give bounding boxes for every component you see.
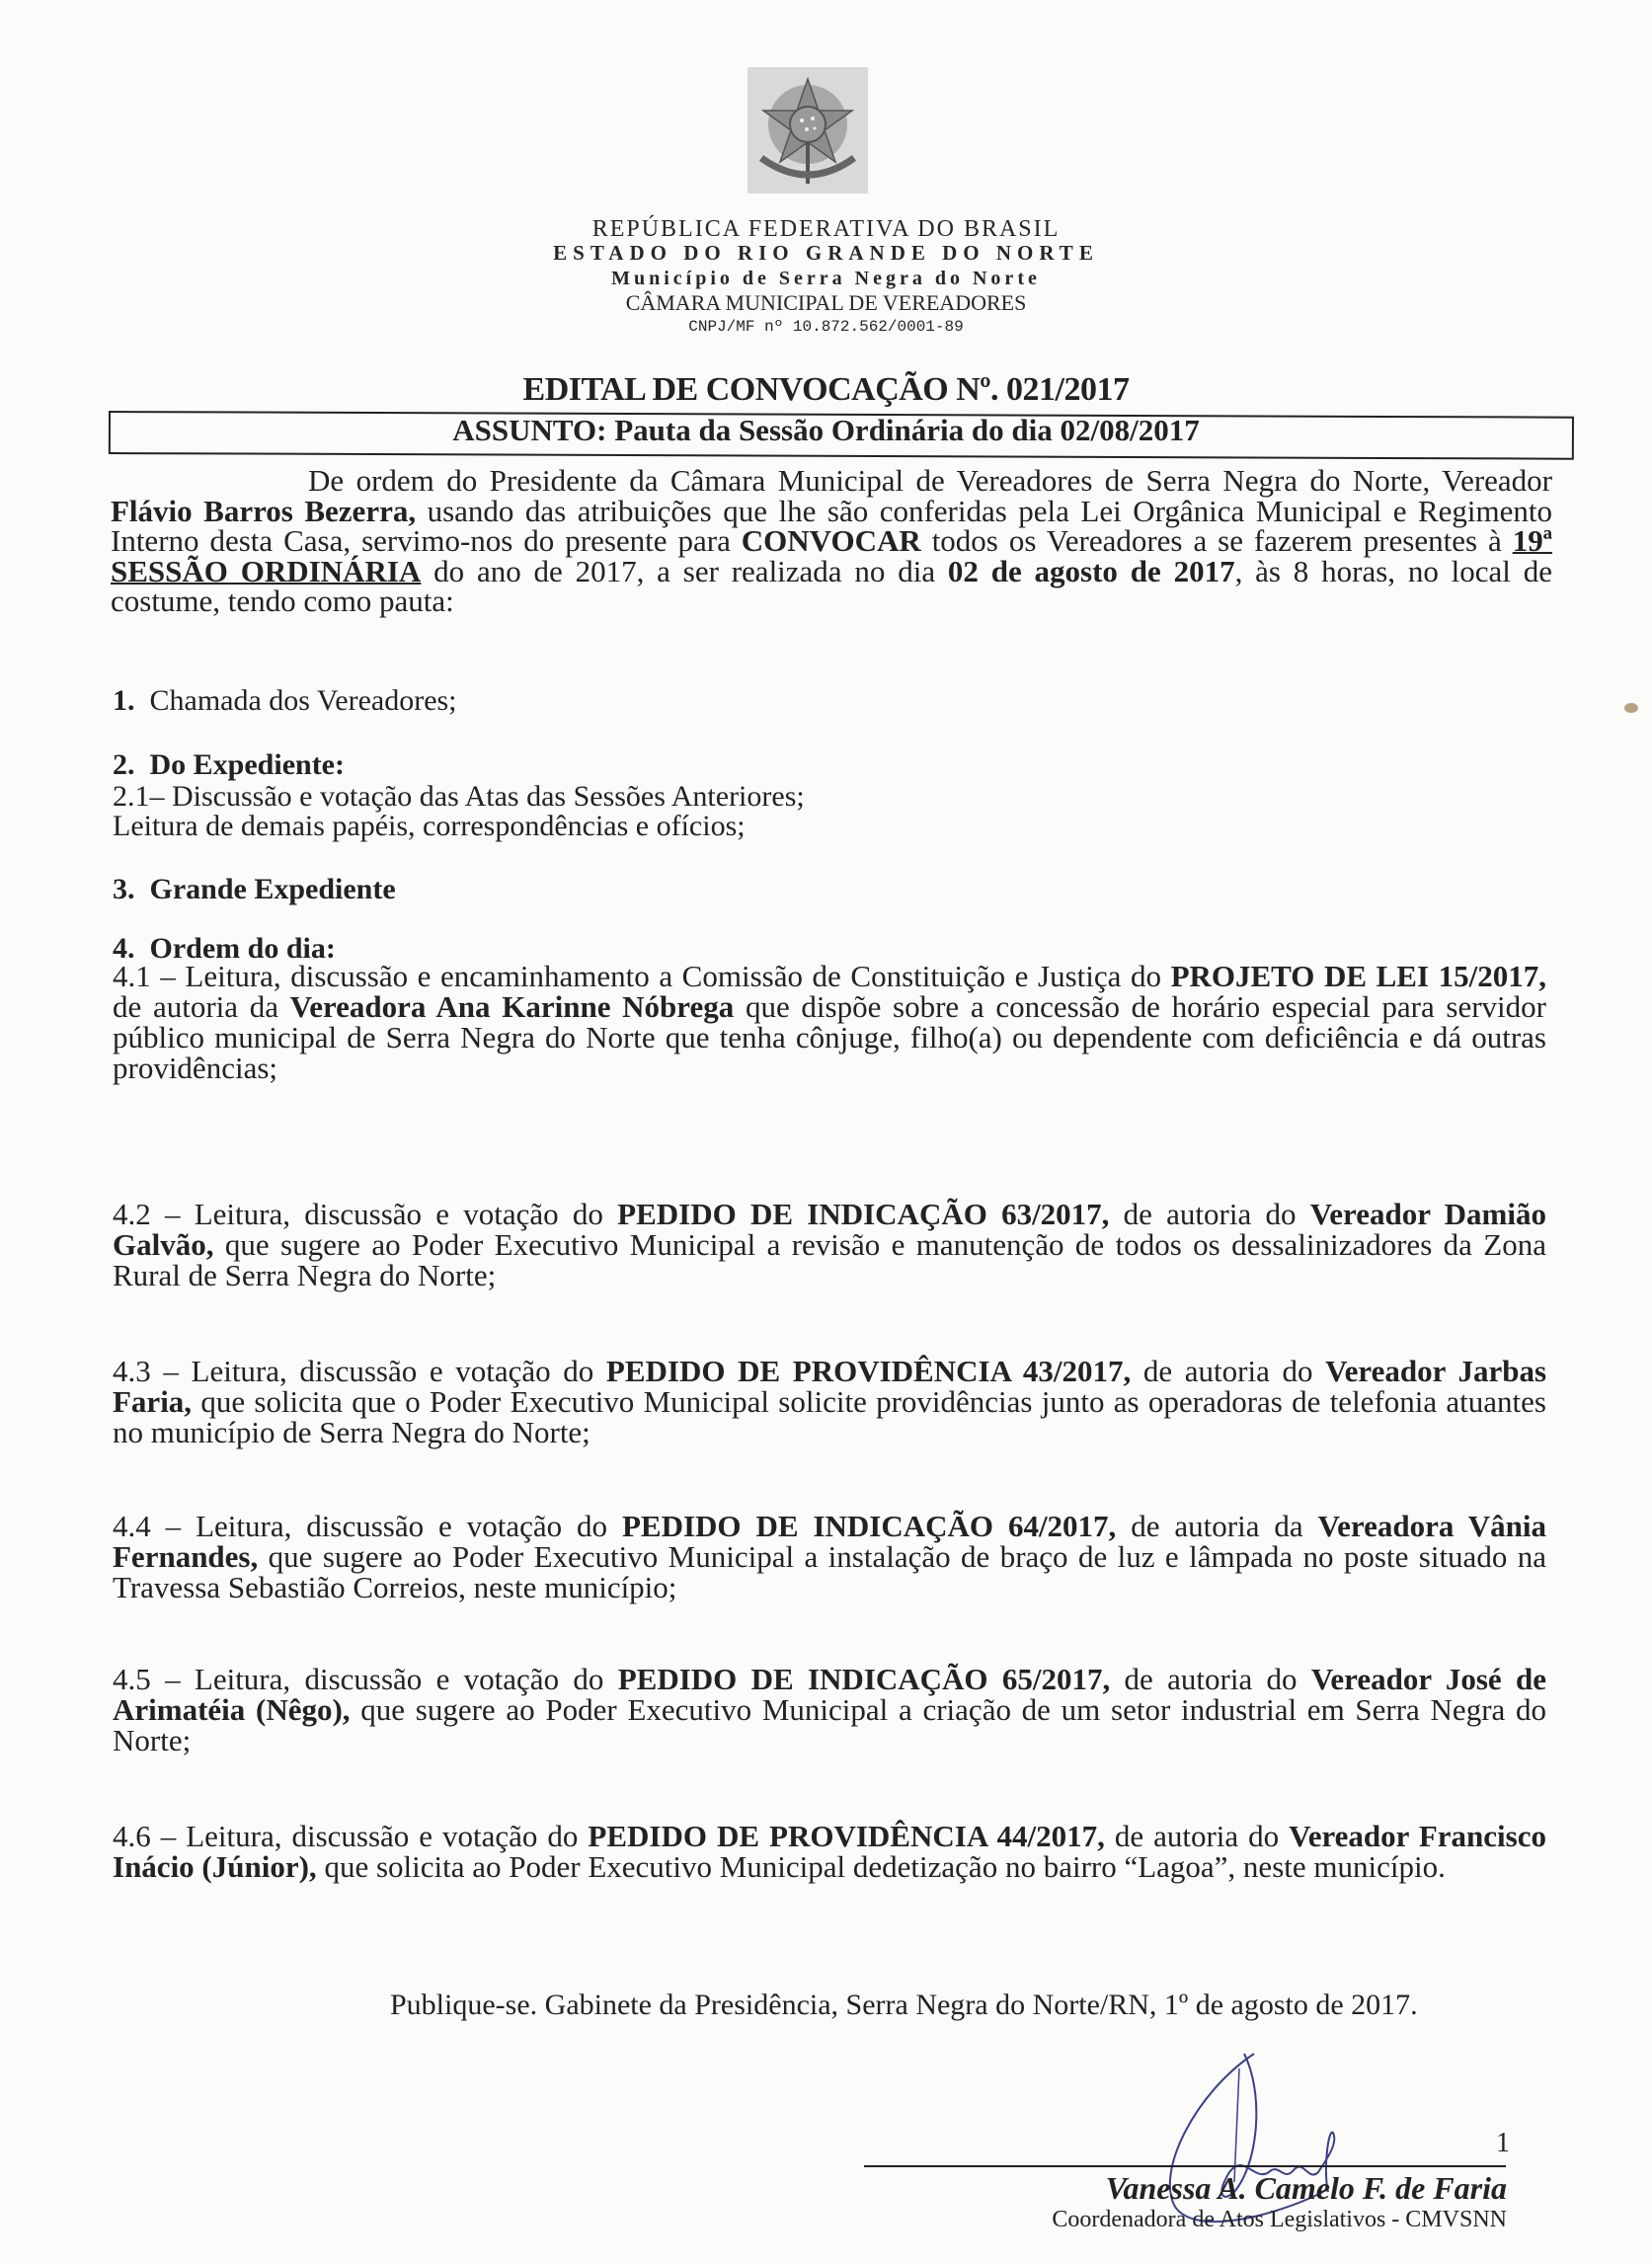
item-text: que solicita que o Poder Executivo Municipal solicite providências junto as operadoras de telefonia atuantes no município de Serra Negra do Norte; bbox=[113, 1384, 1546, 1449]
item-text: de autoria da bbox=[1116, 1509, 1318, 1543]
item-document: PEDIDO DE INDICAÇÃO 63/2017, bbox=[617, 1197, 1110, 1231]
item-author: Vereador Francisco Inácio (Júnior), bbox=[113, 1819, 1546, 1884]
item-prefix: 4.3 – Leitura, discussão e votação do bbox=[113, 1354, 606, 1388]
agenda-item-2-2: Leitura de demais papéis, correspondências e ofícios; bbox=[113, 810, 746, 842]
item-author: Vereador Jarbas Faria, bbox=[113, 1354, 1547, 1419]
item-document: PROJETO DE LEI 15/2017, bbox=[1170, 959, 1546, 993]
agenda-item-1 bbox=[113, 684, 457, 718]
header-chamber: CÂMARA MUNICIPAL DE VEREADORES bbox=[625, 290, 1027, 315]
intro-paragraph bbox=[111, 463, 1552, 618]
item-text: Chamada dos Vereadores; bbox=[149, 684, 457, 717]
item-prefix: 4.4 – Leitura, discussão e votação do bbox=[113, 1509, 622, 1543]
header-republic: REPÚBLICA FEDERATIVA DO BRASIL bbox=[591, 216, 1061, 242]
item-author: Vereador Damião Galvão, bbox=[113, 1197, 1546, 1262]
agenda-item-2 bbox=[113, 748, 345, 782]
coat-of-arms-emblem bbox=[747, 67, 868, 194]
item-document: PEDIDO DE PROVIDÊNCIA 43/2017, bbox=[605, 1354, 1132, 1388]
closing-statement: Publique-se. Gabinete da Presidência, Serra Negra do Norte/RN, 1º de agosto de 2017. bbox=[390, 1989, 1418, 2021]
item-document: PEDIDO DE INDICAÇÃO 65/2017, bbox=[617, 1662, 1111, 1696]
item-number: 1. bbox=[113, 684, 135, 717]
subject-line bbox=[0, 413, 1652, 448]
item-text: que sugere ao Poder Executivo Municipal a criação de um setor industrial em Serra Negra do Norte; bbox=[113, 1692, 1546, 1757]
scan-stain bbox=[1624, 703, 1638, 713]
intro-text: De ordem do Presidente da Câmara Municipal de Vereadores de Serra Negra do Norte, Vereador bbox=[308, 463, 1552, 498]
president-name: Flávio Barros Bezerra, bbox=[111, 493, 417, 528]
convocar-keyword: CONVOCAR bbox=[741, 523, 921, 558]
item-text: de autoria da bbox=[113, 989, 290, 1024]
item-prefix: 4.6 – Leitura, discussão e votação do bbox=[113, 1819, 589, 1853]
item-text: que dispõe sobre a concessão de horário especial para servidor público municipal de Serra Negra do Norte que tenha cônjuge, filho(a) ou dependente com deficiência e dá outras providências; bbox=[113, 989, 1546, 1085]
subject-label: ASSUNTO: bbox=[452, 413, 607, 447]
intro-text: usando das atribuições que lhe são conferidas pela Lei Orgânica Municipal e Regimento Interno desta Casa, servimo-nos do presente para bbox=[111, 493, 1552, 558]
item-prefix: 4.5 – Leitura, discussão e votação do bbox=[113, 1662, 618, 1696]
agenda-item-3 bbox=[113, 873, 396, 906]
item-document: PEDIDO DE INDICAÇÃO 64/2017, bbox=[621, 1509, 1117, 1543]
signatory-name: Vanessa A. Camelo F. de Faria bbox=[1105, 2170, 1507, 2206]
item-number: 3. bbox=[113, 873, 135, 905]
item-text: de autoria do bbox=[1131, 1354, 1326, 1388]
page-number: 1 bbox=[1496, 2128, 1510, 2158]
header-cnpj: CNPJ/MF nº 10.872.562/0001-89 bbox=[688, 318, 964, 336]
item-title: Ordem do dia: bbox=[149, 932, 336, 965]
item-text: que solicita ao Poder Executivo Municipal dedetização no bairro “Lagoa”, neste município. bbox=[316, 1849, 1446, 1884]
item-document: PEDIDO DE PROVIDÊNCIA 44/2017, bbox=[588, 1819, 1105, 1853]
order-item-4-4 bbox=[113, 1511, 1546, 1602]
header-municipality: Município de Serra Negra do Norte bbox=[611, 268, 1041, 289]
document-title: EDITAL DE CONVOCAÇÃO Nº. 021/2017 bbox=[522, 371, 1130, 408]
intro-text: todos os Vereadores a se fazerem presentes à bbox=[920, 523, 1513, 558]
item-text: de autoria do bbox=[1110, 1662, 1311, 1696]
item-author: Vereadora Vânia Fernandes, bbox=[113, 1509, 1546, 1574]
intro-text: do ano de 2017, a ser realizada no dia bbox=[421, 553, 948, 588]
item-title: Do Expediente: bbox=[149, 748, 345, 781]
item-prefix: 4.2 – Leitura, discussão e votação do bbox=[113, 1197, 618, 1231]
order-item-4-6 bbox=[113, 1821, 1546, 1882]
item-text: de autoria do bbox=[1104, 1819, 1290, 1853]
session-name: 19ª SESSÃO ORDINÁRIA bbox=[111, 523, 1552, 588]
order-item-4-1 bbox=[113, 961, 1546, 1083]
agenda-item-2-1: 2.1– Discussão e votação das Atas das Sessões Anteriores; bbox=[113, 780, 805, 813]
item-text: de autoria do bbox=[1109, 1197, 1310, 1231]
subject-text: Pauta da Sessão Ordinária do dia 02/08/2017 bbox=[614, 413, 1200, 447]
session-date: 02 de agosto de 2017 bbox=[947, 553, 1235, 588]
header-state: ESTADO DO RIO GRANDE DO NORTE bbox=[553, 241, 1099, 265]
item-author: Vereadora Ana Karinne Nóbrega bbox=[289, 989, 735, 1024]
order-item-4-3 bbox=[113, 1356, 1546, 1447]
item-text: que sugere ao Poder Executivo Municipal a revisão e manutenção de todos os dessalinizadores da Zona Rural de Serra Negra do Norte; bbox=[113, 1227, 1546, 1292]
item-author: Vereador José de Arimatéia (Nêgo), bbox=[113, 1662, 1547, 1727]
item-number: 4. bbox=[113, 932, 135, 965]
item-prefix: 4.1 – Leitura, discussão e encaminhamento a Comissão de Constituição e Justiça do bbox=[113, 959, 1171, 993]
item-text: que sugere ao Poder Executivo Municipal a instalação de braço de luz e lâmpada no poste situado na Travessa Sebastião Correios, neste município; bbox=[113, 1539, 1546, 1604]
item-number: 2. bbox=[113, 748, 135, 781]
order-item-4-2 bbox=[113, 1199, 1546, 1290]
order-item-4-5 bbox=[113, 1664, 1546, 1756]
signature-line bbox=[864, 2165, 1506, 2167]
item-title: Grande Expediente bbox=[149, 873, 396, 905]
intro-text: , às 8 horas, no local de costume, tendo como pauta: bbox=[111, 553, 1552, 618]
coat-of-arms-icon bbox=[747, 67, 868, 194]
signatory-role: Coordenadora de Atos Legislativos - CMVSNN bbox=[1052, 2207, 1507, 2232]
